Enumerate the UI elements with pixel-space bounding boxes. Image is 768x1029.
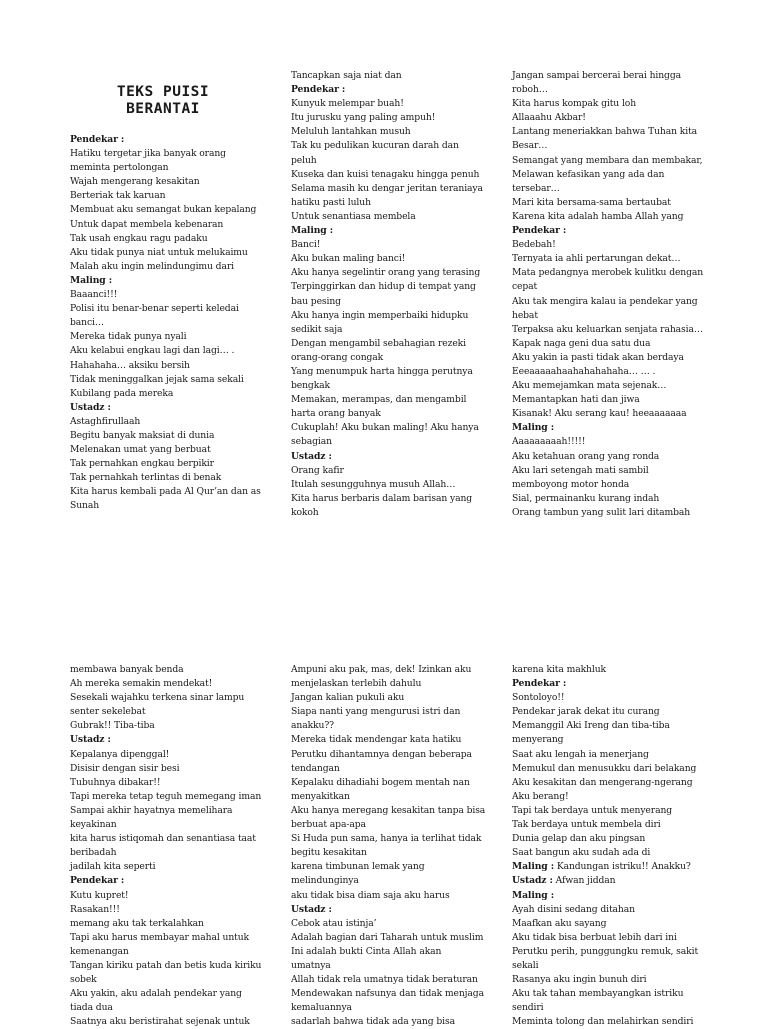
- speaker-name: Ustadz :: [70, 401, 111, 413]
- poem-line: Sontoloyo!!: [512, 692, 565, 704]
- poem-line: melindunginya: [291, 875, 359, 887]
- poem-line: Meluluh lantahkan musuh: [291, 126, 411, 138]
- poem-line: Memantapkan hati dan jiwa: [512, 394, 640, 406]
- poem-line: menyerang: [512, 734, 564, 746]
- poem-title: [88, 84, 238, 118]
- poem-line: Perutku dihantamnya dengan beberapa: [291, 748, 472, 760]
- poem-line: menjelaskan terlebih dahulu: [291, 678, 422, 690]
- poem-line: Kita harus kompak gitu loh: [512, 98, 637, 110]
- poem-line: kokoh: [291, 506, 319, 518]
- poem-line: Cukuplah! Aku bukan maling! Aku hanya: [291, 422, 479, 434]
- poem-line: kita harus istiqomah dan senantiasa taat: [70, 833, 256, 845]
- poem-line: aku tidak bisa diam saja aku harus: [291, 889, 450, 901]
- poem-line: Aku ketahuan orang yang ronda: [512, 450, 660, 462]
- speaker-label: [512, 224, 703, 238]
- poem-line: Tapi mereka tetap teguh memegang iman: [70, 790, 262, 802]
- text-column-3: [512, 69, 703, 520]
- poem-line: Adalah bagian dari Taharah untuk muslim: [291, 931, 484, 943]
- poem-line: meminta pertolongan: [70, 162, 169, 174]
- speaker-label: [291, 224, 483, 238]
- speaker-label: [512, 874, 698, 888]
- speaker-name: Maling :: [512, 889, 554, 901]
- poem-line: Sial, permainanku kurang indah: [512, 492, 660, 504]
- poem-line: Mendewakan nafsunya dan tidak menjaga: [291, 988, 484, 1000]
- poem-line: Mata pedangnya merobek kulitku dengan: [512, 267, 704, 279]
- poem-line: anakku??: [291, 720, 334, 732]
- poem-line: tiada dua: [70, 1002, 113, 1014]
- poem-line: Aku tidak punya niat untuk melukaimu: [70, 246, 248, 258]
- poem-line: Memanggil Aki Ireng dan tiba-tiba: [512, 720, 670, 732]
- speaker-name: Pendekar :: [70, 875, 125, 887]
- poem-line: memboyong motor honda: [512, 478, 630, 490]
- poem-line: Tubuhnya dibakar!!: [70, 776, 161, 788]
- speaker-label: [512, 677, 698, 691]
- poem-line: Aku tak tahan membayangkan istriku: [512, 988, 684, 1000]
- poem-line: membawa banyak benda: [70, 664, 184, 675]
- title-line-2: BERANTAI: [126, 101, 200, 117]
- poem-line: Polisi itu benar-benar seperti keledai: [70, 303, 239, 315]
- poem-line: tersebar…: [512, 182, 560, 194]
- poem-line: Aku memejamkan mata sejenak…: [512, 380, 667, 392]
- poem-line: Kubilang pada mereka: [70, 387, 174, 399]
- poem-line: Tak berdaya untuk membela diri: [512, 819, 661, 831]
- poem-line: hebat: [512, 309, 538, 321]
- speaker-name: Pendekar :: [512, 678, 567, 690]
- poem-line: Ini adalah bukti Cinta Allah akan: [291, 945, 442, 957]
- poem-line: Dunia gelap dan aku pingsan: [512, 833, 646, 845]
- poem-line: Untuk dapat membela kebenaran: [70, 218, 224, 230]
- poem-line: Gubrak!! Tiba-tiba: [70, 720, 155, 732]
- poem-line: Aaaaaaaaah!!!!!: [512, 436, 586, 448]
- speaker-label: [70, 133, 261, 147]
- text-column-4: [70, 663, 261, 1029]
- speaker-label: [512, 889, 698, 903]
- poem-line: Siapa nanti yang mengurusi istri dan: [291, 706, 461, 718]
- poem-line: Tangan kiriku patah dan betis kuda kiriku: [70, 959, 262, 971]
- poem-line: Disisir dengan sisir besi: [70, 762, 180, 774]
- poem-line: Selama masih ku dengar jeritan teraniaya: [291, 182, 483, 194]
- poem-line: Sunah: [70, 500, 100, 512]
- poem-line: berbuat apa-apa: [291, 819, 366, 831]
- poem-line: Cebok atau istinja’: [291, 917, 377, 929]
- poem-line: harta orang banyak: [291, 408, 381, 420]
- speaker-label: [70, 401, 261, 415]
- poem-line: Untuk senantiasa membela: [291, 210, 416, 222]
- poem-line: Aku berang!: [512, 790, 569, 802]
- poem-line: Rasakan!!!: [70, 903, 120, 915]
- poem-line: Jangan sampai bercerai berai hingga: [512, 70, 681, 81]
- speaker-label: [512, 421, 703, 435]
- poem-line: sedikit saja: [291, 323, 343, 335]
- poem-line: kemenangan: [70, 945, 129, 957]
- title-line-1: TEKS PUISI: [116, 84, 210, 100]
- text-column-1: [70, 133, 261, 514]
- poem-line: peluh: [291, 154, 317, 166]
- poem-line: sekali: [512, 959, 539, 971]
- speaker-name: Pendekar :: [512, 225, 567, 237]
- poem-line: Terpaksa aku keluarkan senjata rahasia…: [512, 323, 703, 335]
- speaker-name: Ustadz :: [291, 903, 332, 915]
- speaker-name: Ustadz :: [70, 734, 111, 746]
- poem-line: Saat aku lengah ia menerjang: [512, 748, 649, 760]
- speaker-label: [291, 903, 485, 917]
- text-column-6: [512, 663, 698, 1029]
- poem-line: Eeeaaaaahaahahahahaha… … .: [512, 365, 656, 377]
- poem-line: Yang menumpuk harta hingga perutnya: [291, 365, 473, 377]
- poem-line: sobek: [70, 974, 97, 986]
- poem-line: hatiku pasti luluh: [291, 196, 371, 208]
- poem-line: Malah aku ingin melindungimu dari: [70, 260, 234, 272]
- poem-line: jadilah kita seperti: [70, 861, 156, 873]
- poem-line: Aku yakin, aku adalah pendekar yang: [70, 988, 242, 1000]
- poem-line: bengkak: [291, 380, 331, 392]
- speaker-name: Maling :: [291, 225, 333, 237]
- poem-line: Tancapkan saja niat dan: [291, 70, 402, 81]
- poem-line: beribadah: [70, 847, 117, 859]
- poem-line: Tak ku pedulikan kucuran darah dan: [291, 140, 459, 152]
- speaker-name: Ustadz :: [512, 875, 553, 887]
- poem-line: keyakinan: [70, 819, 117, 831]
- poem-line: Meminta tolong dan melahirkan sendiri: [512, 1016, 694, 1028]
- poem-line: Semangat yang membara dan membakar,: [512, 154, 703, 166]
- poem-line: sebagian: [291, 436, 332, 448]
- poem-line: Kita harus berbaris dalam barisan yang: [291, 492, 473, 504]
- speaker-name: Maling :: [512, 422, 554, 434]
- speaker-label: [70, 874, 261, 888]
- poem-line: Sesekali wajahku terkena sinar lampu: [70, 692, 245, 704]
- poem-line: Kuseka dan kuisi tenagaku hingga penuh: [291, 168, 480, 180]
- poem-line: Dengan mengambil sebahagian rezeki: [291, 337, 466, 349]
- poem-line: Aku hanya segelintir orang yang terasing: [291, 267, 481, 279]
- poem-line: Allah tidak rela umatnya tidak beraturan: [291, 974, 478, 986]
- poem-line: Kapak naga geni dua satu dua: [512, 337, 651, 349]
- poem-line: Ternyata ia ahli pertarungan dekat…: [512, 253, 681, 265]
- poem-line: Banci!: [291, 239, 321, 251]
- poem-line: Itulah sesungguhnya musuh Allah…: [291, 478, 456, 490]
- speaker-name: Maling :: [512, 861, 554, 873]
- poem-line: Aku hanya meregang kesakitan tanpa bisa: [291, 804, 486, 816]
- speaker-label: [70, 274, 261, 288]
- poem-line: Saatnya aku beristirahat sejenak untuk: [70, 1016, 250, 1028]
- poem-line: Mereka tidak punya nyali: [70, 331, 187, 343]
- poem-line: karena timbunan lemak yang: [291, 861, 425, 873]
- poem-line: Lantang meneriakkan bahwa Tuhan kita: [512, 126, 698, 138]
- speaker-line-text: Kandungan istriku!! Anakku?: [554, 861, 691, 873]
- speaker-label: [291, 83, 483, 97]
- poem-line: Allaaahu Akbar!: [512, 112, 586, 124]
- speaker-name: Pendekar :: [291, 84, 346, 96]
- poem-line: Begitu banyak maksiat di dunia: [70, 429, 215, 441]
- poem-line: Besar…: [512, 140, 548, 152]
- poem-line: memang aku tak terkalahkan: [70, 917, 204, 929]
- poem-line: Mari kita bersama-sama bertaubat: [512, 196, 671, 208]
- poem-line: Si Huda pun sama, hanya ia terlihat tidak: [291, 833, 482, 845]
- poem-line: Tapi aku harus membayar mahal untuk: [70, 931, 250, 943]
- poem-line: Tak pernahkah terlintas di benak: [70, 472, 222, 484]
- poem-line: tendangan: [291, 762, 340, 774]
- poem-line: Ampuni aku pak, mas, dek! Izinkan aku: [291, 664, 472, 675]
- poem-line: Melawan kefasikan yang ada dan: [512, 168, 665, 180]
- poem-line: kemaluannya: [291, 1002, 352, 1014]
- poem-line: sendiri: [512, 1002, 544, 1014]
- speaker-label: [70, 733, 261, 747]
- poem-line: Memakan, merampas, dan mengambil: [291, 394, 467, 406]
- poem-line: Memukul dan menusukku dari belakang: [512, 762, 697, 774]
- speaker-label: [291, 450, 483, 464]
- poem-line: Berteriak tak karuan: [70, 190, 166, 202]
- text-column-5: [291, 663, 485, 1029]
- poem-line: karena kita makhluk: [512, 664, 606, 675]
- poem-line: Hatiku tergetar jika banyak orang: [70, 148, 226, 160]
- poem-line: Tidak meninggalkan jejak sama sekali: [70, 373, 244, 385]
- poem-line: Jangan kalian pukuli aku: [291, 692, 405, 704]
- poem-line: Aku lari setengah mati sambil: [512, 464, 649, 476]
- poem-line: menyakitkan: [291, 790, 350, 802]
- poem-line: cepat: [512, 281, 538, 293]
- poem-line: Karena kita adalah hamba Allah yang: [512, 210, 684, 222]
- poem-line: Mereka tidak mendengar kata hatiku: [291, 734, 462, 746]
- speaker-line-text: Afwan jiddan: [552, 875, 616, 887]
- speaker-label: [512, 860, 698, 874]
- poem-line: Kita harus kembali pada Al Qur’an dan as: [70, 486, 261, 498]
- poem-line: Membuat aku semangat bukan kepalang: [70, 204, 257, 216]
- poem-line: Terpinggirkan dan hidup di tempat yang: [291, 281, 476, 293]
- poem-line: Tak pernahkan engkau berpikir: [70, 458, 214, 470]
- poem-line: Aku kesakitan dan mengerang-ngerang: [512, 776, 693, 788]
- poem-line: Maafkan aku sayang: [512, 917, 607, 929]
- poem-line: Bedebah!: [512, 239, 556, 251]
- speaker-name: Pendekar :: [70, 134, 125, 145]
- poem-line: Melenakan umat yang berbuat: [70, 444, 211, 456]
- poem-line: Itu jurusku yang paling ampuh!: [291, 112, 436, 124]
- poem-line: Kutu kupret!: [70, 889, 129, 901]
- poem-line: Sampai akhir hayatnya memelihara: [70, 804, 233, 816]
- poem-line: Orang kafir: [291, 464, 344, 476]
- poem-line: Hahahaha… aksiku bersih: [70, 359, 190, 371]
- poem-line: Ayah disini sedang ditahan: [512, 903, 635, 915]
- poem-line: Perutku perih, punggungku remuk, sakit: [512, 945, 699, 957]
- poem-line: Kisanak! Aku serang kau! heeaaaaaaa: [512, 408, 687, 420]
- poem-line: Kunyuk melempar buah!: [291, 98, 404, 110]
- poem-line: umatnya: [291, 959, 331, 971]
- poem-line: senter sekelebat: [70, 706, 146, 718]
- poem-line: Aku tak mengira kalau ia pendekar yang: [512, 295, 698, 307]
- poem-line: bau pesing: [291, 295, 341, 307]
- text-column-2: [291, 69, 483, 520]
- poem-line: Baaanci!!!: [70, 289, 118, 301]
- speaker-name: Ustadz :: [291, 450, 332, 462]
- poem-line: Pendekar jarak dekat itu curang: [512, 706, 660, 718]
- poem-line: Kepalanya dipenggal!: [70, 748, 170, 760]
- poem-line: roboh…: [512, 84, 548, 96]
- poem-line: Orang tambun yang sulit lari ditambah: [512, 506, 691, 518]
- poem-line: Aku kelabui engkau lagi dan lagi… .: [70, 345, 235, 357]
- poem-line: Astaghfirullaah: [70, 415, 141, 427]
- poem-line: Aku bukan maling banci!: [291, 253, 406, 265]
- poem-line: Saat bangun aku sudah ada di: [512, 847, 651, 859]
- poem-line: Aku hanya ingin memperbaiki hidupku: [291, 309, 469, 321]
- poem-line: Kepalaku dihadiahi bogem mentah nan: [291, 776, 470, 788]
- poem-line: Tapi tak berdaya untuk menyerang: [512, 804, 673, 816]
- poem-line: orang-orang congak: [291, 351, 384, 363]
- poem-line: banci…: [70, 317, 104, 329]
- poem-line: Aku tidak bisa berbuat lebih dari ini: [512, 931, 677, 943]
- speaker-name: Maling :: [70, 274, 112, 286]
- poem-line: Rasanya aku ingin bunuh diri: [512, 974, 647, 986]
- poem-line: Tak usah engkau ragu padaku: [70, 232, 208, 244]
- poem-line: sadarlah bahwa tidak ada yang bisa: [291, 1016, 455, 1028]
- poem-line: Wajah mengerang kesakitan: [70, 176, 200, 188]
- poem-line: Ah mereka semakin mendekat!: [70, 678, 213, 690]
- poem-line: begitu kesakitan: [291, 847, 367, 859]
- poem-line: Aku yakin ia pasti tidak akan berdaya: [512, 351, 684, 363]
